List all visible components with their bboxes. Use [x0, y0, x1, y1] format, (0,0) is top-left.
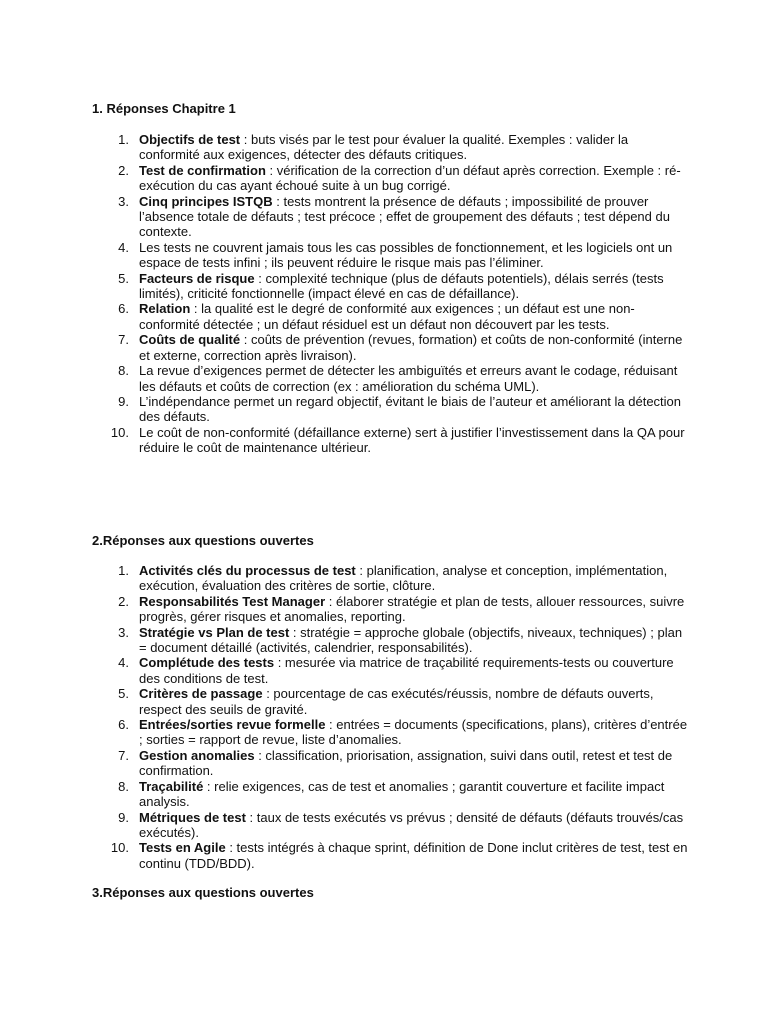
section-2-list [92, 563, 692, 871]
item-number: 10. [110, 424, 129, 440]
item-text: : tests montrent la présence de défauts ; impossibilité de prouver l’absence totale de défauts ; test précoce ; effet de groupement des défauts ; test dépend du contexte. [139, 193, 670, 240]
item-text: : buts visés par le test pour évaluer la qualité. Exemples : valider la conformité aux exigences, détecter des défauts critiques. [139, 132, 629, 163]
item-number: 1. [118, 132, 129, 147]
item-term: Facteurs de risque [139, 270, 255, 286]
list-item [92, 840, 692, 871]
list-item [92, 779, 692, 810]
item-text: : vérification de la correction d’un défaut après correction. Exemple : ré-exécution du cas ayant échoué suite à un bug corrigé. [139, 162, 681, 194]
item-number: 6. [118, 717, 129, 733]
list-item [92, 363, 692, 394]
item-text: : élaborer stratégie et plan de tests, allouer ressources, suivre progrès, gérer risques et anomalies, reporting. [139, 593, 685, 625]
item-text: : planification, analyse et conception, implémentation, exécution, évaluation des critères de sortie, clôture. [139, 563, 668, 594]
item-text: : entrées = documents (specifications, plans), critères d’entrée ; sorties = rapport de revue, liste d’anomalies. [139, 717, 688, 748]
item-term: Gestion anomalies [139, 747, 255, 763]
item-text: Le coût de non-conformité (défaillance externe) sert à justifier l’investissement dans la QA pour réduire le coût de maintenance ultérieur. [139, 424, 685, 456]
item-text: : mesurée via matrice de traçabilité requirements-tests ou couverture des conditions de test. [139, 655, 674, 686]
list-item [92, 810, 692, 841]
item-term: Relation [139, 301, 191, 317]
list-item [92, 240, 692, 271]
item-number: 9. [118, 393, 129, 409]
item-number: 7. [118, 332, 129, 348]
item-term: Critères de passage [139, 686, 263, 702]
item-term: Coûts de qualité [139, 332, 241, 348]
item-term: Cinq principes ISTQB [139, 193, 273, 209]
list-item [92, 132, 692, 163]
list-item [92, 301, 692, 332]
item-term: Tests en Agile [139, 840, 226, 856]
section-2-heading: 2.Réponses aux questions ouvertes [92, 533, 314, 548]
item-number: 5. [118, 686, 129, 702]
item-text: Les tests ne couvrent jamais tous les cas possibles de fonctionnement, et les logiciels ont un espace de tests infini ; ils peuvent réduire le risque mais pas l’éliminer. [139, 239, 673, 271]
item-text: : pourcentage de cas exécutés/réussis, nombre de défauts ouverts, respect des seuils de gravité. [139, 686, 654, 717]
item-number: 4. [118, 655, 129, 671]
section-3-heading: 3.Réponses aux questions ouvertes [92, 885, 314, 900]
list-item [92, 686, 692, 717]
list-item [92, 717, 692, 748]
item-text: : stratégie = approche globale (objectifs, niveaux, techniques) ; plan = document détaillé (activités, calendrier, responsabilités). [139, 624, 683, 656]
item-text: : tests intégrés à chaque sprint, définition de Done inclut critères de test, test en continu (TDD/BDD). [139, 840, 688, 871]
item-number: 9. [118, 809, 129, 825]
item-number: 8. [118, 778, 129, 794]
item-text: La revue d’exigences permet de détecter les ambiguïtés et erreurs avant le codage, réduisant les défauts et coûts de correction (ex : amélioration du schéma UML). [139, 363, 678, 394]
list-item [92, 655, 692, 686]
item-number: 2. [118, 162, 129, 178]
list-item [92, 163, 692, 194]
list-item [92, 625, 692, 656]
item-text: : complexité technique (plus de défauts potentiels), délais serrés (tests limités), criticité fonctionnelle (impact élevé en cas de défaillance). [139, 270, 664, 302]
item-text: : la qualité est le degré de conformité aux exigences ; un défaut est une non-conformité détectée ; un défaut résiduel est un défaut non découvert par les tests. [139, 301, 635, 332]
item-number: 6. [118, 301, 129, 317]
section-1-list [92, 132, 692, 456]
item-term: Objectifs de test [139, 132, 241, 147]
item-term: Stratégie vs Plan de test [139, 624, 290, 640]
item-term: Activités clés du processus de test [139, 563, 356, 578]
list-item [92, 394, 692, 425]
item-text: : coûts de prévention (revues, formation) et coûts de non-conformité (interne et externe, correction après livraison). [139, 332, 683, 363]
list-item [92, 271, 692, 302]
item-text: L’indépendance permet un regard objectif, évitant le biais de l’auteur et améliorant la détection des défauts. [139, 393, 682, 425]
list-item [92, 594, 692, 625]
item-text: : relie exigences, cas de test et anomalies ; garantit couverture et facilite impact analysis. [139, 778, 665, 810]
item-term: Métriques de test [139, 809, 246, 825]
item-term: Traçabilité [139, 778, 204, 794]
item-term: Test de confirmation [139, 162, 266, 178]
list-item [92, 194, 692, 240]
item-text: : classification, priorisation, assignation, suivi dans outil, retest et test de confirmation. [139, 747, 673, 779]
item-number: 10. [110, 840, 129, 856]
item-number: 2. [118, 593, 129, 609]
section-1-heading: 1. Réponses Chapitre 1 [92, 101, 236, 116]
item-number: 1. [118, 563, 129, 578]
item-number: 5. [118, 270, 129, 286]
item-number: 8. [118, 363, 129, 379]
item-number: 3. [118, 193, 129, 209]
item-number: 7. [118, 747, 129, 763]
item-term: Entrées/sorties revue formelle [139, 717, 326, 733]
item-number: 4. [118, 239, 129, 255]
item-text: : taux de tests exécutés vs prévus ; densité de défauts (défauts trouvés/cas exécutés). [139, 809, 684, 840]
item-term: Responsabilités Test Manager [139, 593, 326, 609]
item-number: 3. [118, 624, 129, 640]
list-item [92, 563, 692, 594]
list-item [92, 425, 692, 456]
item-term: Complétude des tests [139, 655, 275, 671]
list-item [92, 748, 692, 779]
list-item [92, 332, 692, 363]
